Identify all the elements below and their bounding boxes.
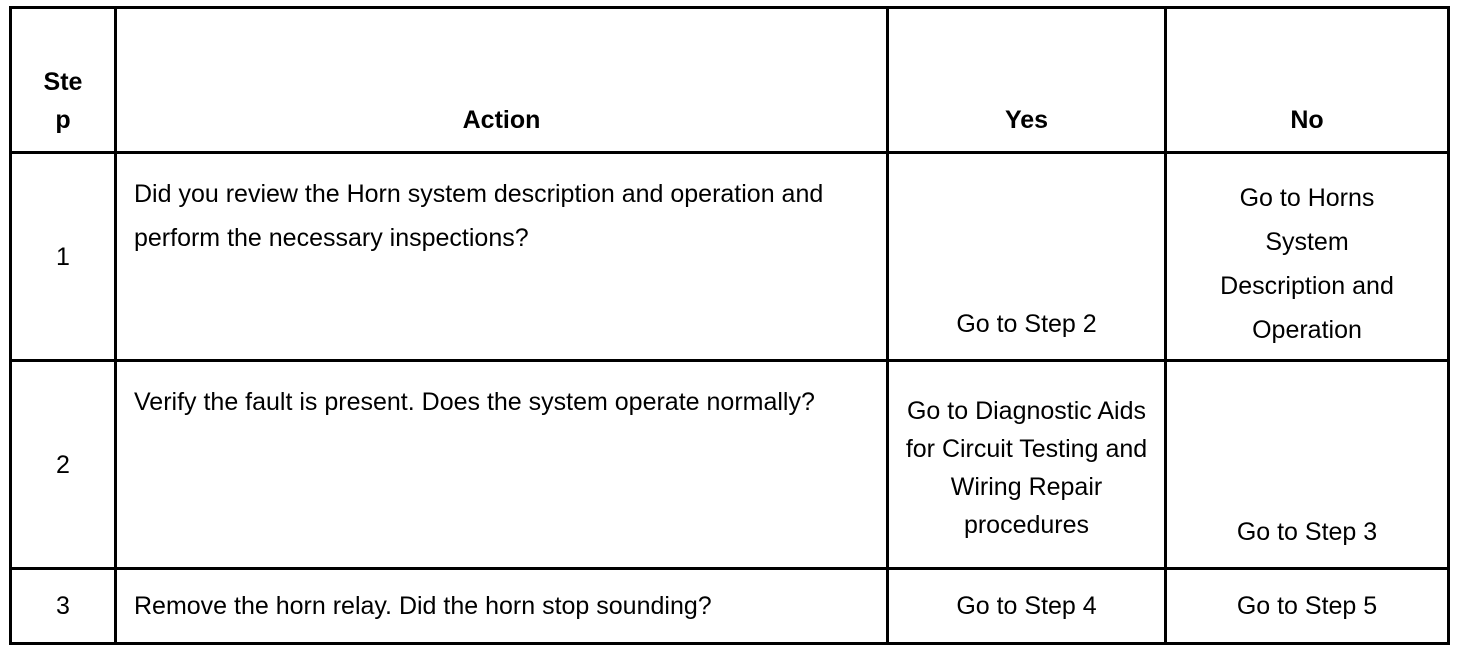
table-row <box>11 569 1449 644</box>
action-text: Did you review the Horn system description and operation and perform the necessary inspections? <box>116 153 888 361</box>
table-row <box>11 153 1449 361</box>
yes-result: Go to Step 4 <box>888 569 1166 644</box>
step-number: 3 <box>11 569 116 644</box>
header-action: Action <box>116 8 888 153</box>
header-step: Step <box>11 8 116 153</box>
table-row <box>11 361 1449 569</box>
yes-result: Go to Diagnostic Aids for Circuit Testing and Wiring Repair procedures <box>888 361 1166 569</box>
table-header-row <box>11 8 1449 153</box>
action-text: Verify the fault is present. Does the system operate normally? <box>116 361 888 569</box>
header-yes: Yes <box>888 8 1166 153</box>
action-text: Remove the horn relay. Did the horn stop sounding? <box>116 569 888 644</box>
step-number: 1 <box>11 153 116 361</box>
header-no: No <box>1166 8 1449 153</box>
no-result: Go to Step 3 <box>1166 361 1449 569</box>
diagnostic-table <box>9 6 1450 645</box>
no-result: Go to Step 5 <box>1166 569 1449 644</box>
step-number: 2 <box>11 361 116 569</box>
no-result: Go to Horns System Description and Operation <box>1166 153 1449 361</box>
yes-result: Go to Step 2 <box>888 153 1166 361</box>
